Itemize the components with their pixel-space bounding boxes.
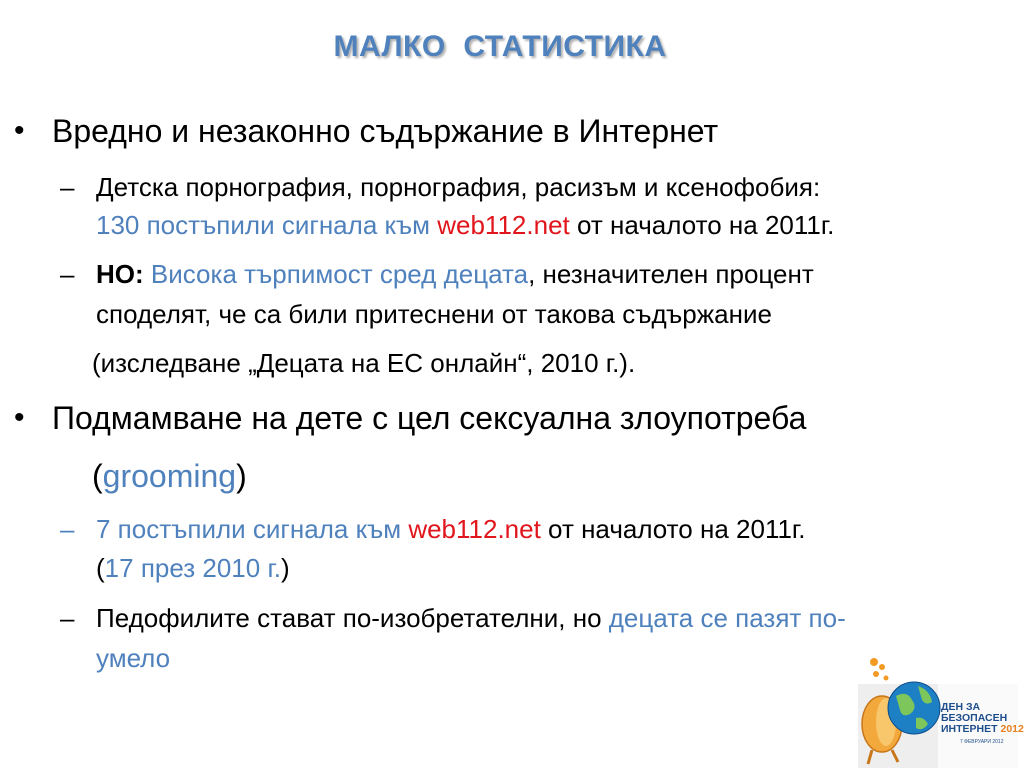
- dash-marker: –: [60, 172, 75, 202]
- percent-text: , незначителен процент: [528, 259, 814, 289]
- open-paren: (: [92, 458, 103, 494]
- bullet-dot: •: [14, 401, 25, 434]
- signals-count-text: 7 постъпили сигнала към: [96, 514, 409, 544]
- dash-marker: –: [60, 514, 75, 544]
- sub-1-2-line-3: (изследване „Децата на ЕС онлайн“, 2010 г.).: [92, 348, 636, 378]
- but-label: НО:: [96, 259, 144, 289]
- sub-2-2-line-1: [96, 603, 846, 634]
- slide-title: МАЛКО СТАТИСТИКА: [333, 30, 667, 63]
- bullet-2-text: Подмамване на дете с цел сексуална злоупотреба: [52, 400, 807, 436]
- tolerance-text: Висока търпимост сред децата: [143, 259, 529, 289]
- logo-line-3: [941, 724, 1024, 735]
- web112-link: web112.net: [437, 210, 570, 240]
- grooming-term: grooming: [102, 458, 237, 494]
- bullet-1-text: Вредно и незаконно съдържание в Интернет: [52, 113, 719, 149]
- close-paren: ): [280, 553, 290, 583]
- signals-count-text: 130 постъпили сигнала към: [96, 210, 438, 240]
- sub-1-1-line-2: [96, 210, 834, 241]
- open-paren: (: [96, 553, 105, 583]
- logo-text: [941, 702, 1024, 735]
- dash-marker: –: [60, 259, 75, 289]
- close-paren: ): [236, 458, 247, 494]
- bullet-2-grooming: [92, 458, 247, 495]
- sub-2-2-line-2: умело: [96, 643, 171, 673]
- dash-marker: –: [60, 603, 75, 633]
- sub-1-2-line-2: споделят, че са били притеснени от такова съдържание: [96, 299, 772, 329]
- sub-1-1-line-1: Детска порнография, порнография, расизъм и ксенофобия:: [96, 172, 821, 202]
- children-protect-text: децата се пазят по-: [608, 603, 846, 633]
- logo-date: 7 ФЕВРУАРИ 2012: [960, 739, 1004, 745]
- since-text: от началото на 2011г.: [569, 210, 835, 240]
- sub-2-1-line-2: [96, 553, 290, 584]
- logo-line-1: ДЕН ЗА: [941, 701, 981, 713]
- pedophiles-text: Педофилите стават по-изобретателни, но: [96, 603, 609, 633]
- logo-line-2: БЕЗОПАСЕН: [941, 712, 1008, 724]
- previous-year-count: 17 през 2010 г.: [104, 553, 281, 583]
- logo-year: 2012: [1000, 723, 1024, 735]
- sub-2-1-line-1: [96, 514, 805, 545]
- web112-link: web112.net: [408, 514, 541, 544]
- bullet-dot: •: [14, 114, 25, 147]
- sub-1-2-line-1: [96, 259, 814, 290]
- logo-internet: ИНТЕРНЕТ: [941, 723, 998, 735]
- since-text: от началото на 2011г.: [540, 514, 806, 544]
